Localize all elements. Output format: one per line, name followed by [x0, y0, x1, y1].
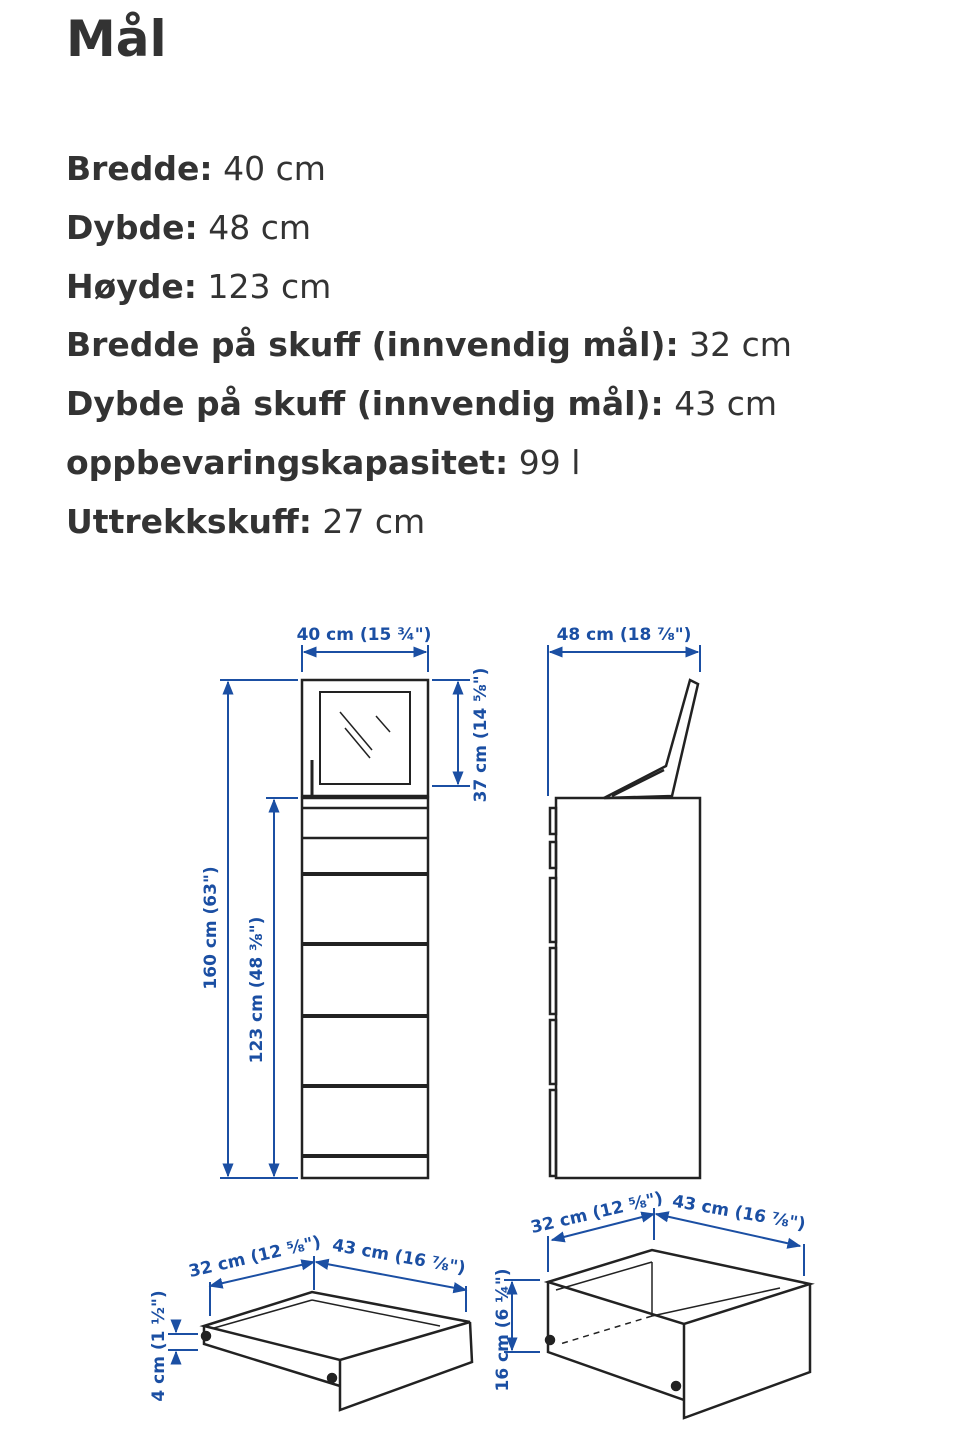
dimension-diagram: [0, 560, 960, 1450]
small-drawer-height-label: 4 cm (1 ½"): [149, 1290, 169, 1402]
dimension-spec-list: [66, 140, 792, 552]
spec-label: Uttrekkskuff:: [66, 501, 312, 541]
front-width-label: 40 cm (15 ¾"): [296, 625, 432, 645]
spec-label: oppbevaringskapasitet:: [66, 442, 509, 482]
cabinet-height-label: 123 cm (48 ⅜"): [247, 916, 267, 1064]
front-view: [302, 680, 428, 1178]
spec-drawer-width: [66, 316, 792, 375]
spec-value: 32 cm: [678, 325, 792, 365]
spec-storage-capacity: [66, 434, 792, 493]
spec-label: Dybde på skuff (innvendig mål):: [66, 384, 664, 424]
large-drawer-drawing: [546, 1250, 810, 1418]
mirror-height-dimension: [432, 680, 470, 786]
spec-height: [66, 258, 792, 317]
cabinet-height-dimension: [266, 798, 298, 1176]
spec-depth: [66, 199, 792, 258]
spec-value: 123 cm: [197, 266, 332, 306]
spec-width: [66, 140, 792, 199]
mirror-height-label: 37 cm (14 ⅝"): [471, 667, 491, 803]
spec-label: Høyde:: [66, 266, 198, 306]
page-title: Mål: [66, 10, 167, 68]
large-drawer-depth-label: 43 cm (16 ⅞"): [670, 1191, 808, 1235]
spec-value: 48 cm: [197, 207, 311, 247]
front-width-dimension: [302, 645, 428, 672]
total-height-label: 160 cm (63"): [201, 866, 221, 990]
spec-value: 43 cm: [663, 384, 778, 424]
spec-value: 27 cm: [311, 501, 426, 541]
spec-label: Dybde:: [66, 207, 198, 247]
spec-label: Bredde på skuff (innvendig mål):: [66, 325, 679, 365]
spec-pullout-drawer: [66, 493, 792, 552]
dimension-drawing: [0, 560, 960, 1450]
large-drawer-width-label: 32 cm (12 ⅝"): [528, 1188, 665, 1239]
spec-value: 99 l: [508, 442, 581, 482]
spec-value: 40 cm: [212, 149, 326, 188]
small-drawer-width-label: 32 cm (12 ⅝"): [186, 1232, 323, 1283]
small-drawer-drawing: [202, 1292, 472, 1410]
spec-drawer-depth: [66, 375, 792, 434]
small-drawer-depth-label: 43 cm (16 ⅞"): [330, 1235, 468, 1279]
side-depth-label: 48 cm (18 ⅞"): [556, 625, 692, 645]
side-view: [550, 680, 700, 1178]
spec-label: Bredde:: [66, 149, 213, 188]
large-drawer-height-label: 16 cm (6 ¼"): [493, 1268, 513, 1392]
